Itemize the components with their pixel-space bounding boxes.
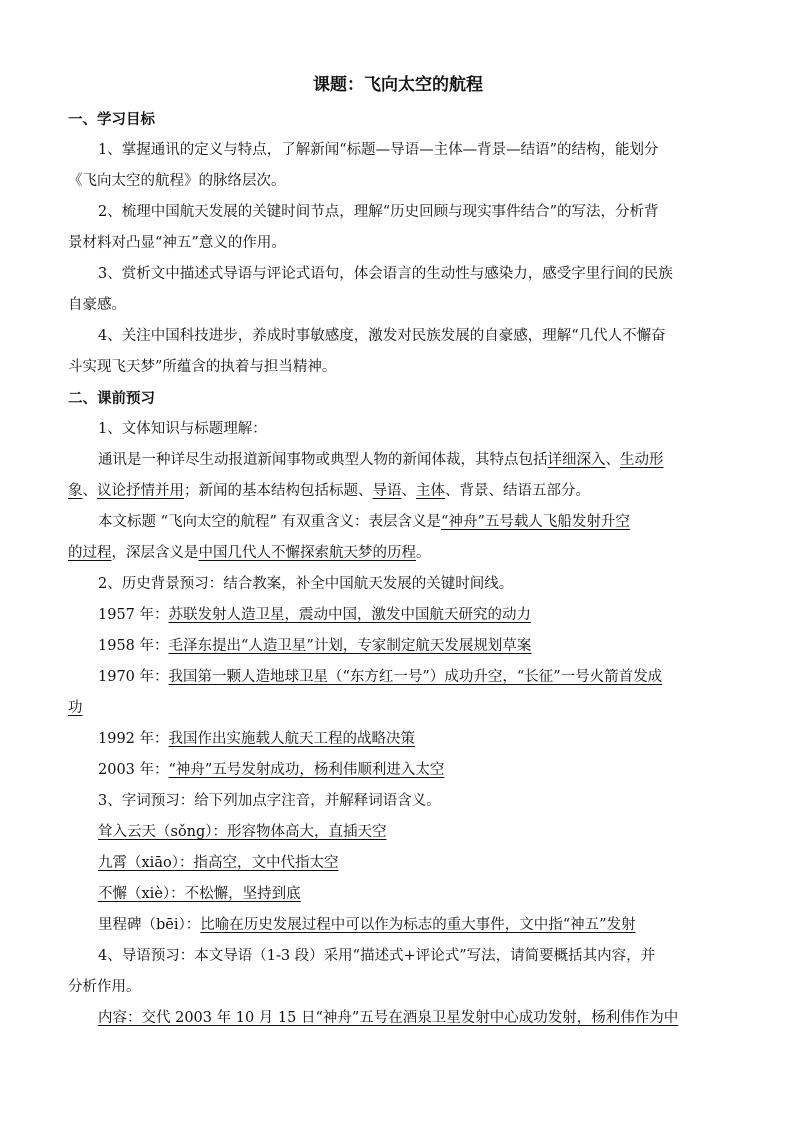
objective-1-line-1: 1、掌握通讯的定义与特点，了解新闻“标题—导语—主体—背景—结语”的结构，能划分 (98, 142, 659, 158)
answer-blank: 苏联发射人造卫星，震动中国，激发中国航天研究的动力 (168, 607, 532, 623)
answer-blank: 毛泽东提出“人造卫星”计划，专家制定航天发展规划草案 (168, 638, 532, 654)
vocab-answer: 不懈（xiè）：不松懈，坚持到底 (98, 886, 301, 902)
question-4-line-2: 分析作用。 (68, 979, 141, 995)
answer-blank: 中国几代人不懈探索航天梦的历程 (198, 545, 416, 561)
question-1: 1、文体知识与标题理解： (98, 421, 267, 437)
timeline-1992: 1992 年：我国作出实施载人航天工程的战略决策 (98, 731, 416, 747)
question-4-line-1: 4、导语预习：本文导语（1-3 段）采用“描述式+评论式”写法，请简要概括其内容，并 (98, 948, 656, 964)
answer-blank: 我国作出实施载人航天工程的战略决策 (168, 731, 416, 747)
section-heading-preview: 二、课前预习 (68, 390, 155, 407)
answer-blank: 的过程 (68, 545, 112, 561)
document-page (68, 72, 728, 1034)
answer-blank: 内容：交代 2003 年 10 月 15 日“神舟”五号在酒泉卫星发射中心成功发射，杨利伟作为中 (98, 1010, 679, 1026)
answer-blank: 详细深入 (547, 452, 606, 468)
section-heading-objectives: 一、学习目标 (68, 111, 155, 128)
question-2: 2、历史背景预习：结合教案，补全中国航天发展的关键时间线。 (98, 576, 514, 592)
objective-4-line-1: 4、关注中国科技进步，养成时事敏感度，激发对民族发展的自豪感，理解“几代人不懈奋 (98, 328, 666, 344)
vocab-answer: 九霄（xiāo）：指高空，文中代指太空 (98, 855, 339, 871)
timeline-1970: 1970 年：我国第一颗人造地球卫星（“东方红一号”）成功升空，“长征”一号火箭首发成 (98, 669, 663, 685)
genre-text-line-1: 通讯是一种详尽生动报道新闻事物或典型人物的新闻体裁，其特点包括详细深入、生动形 (98, 452, 664, 468)
timeline-1958: 1958 年：毛泽东提出“人造卫星”计划，专家制定航天发展规划草案 (98, 638, 532, 654)
vocab-answer: 比喻在历史发展过程中可以作为标志的重大事件，文中指“神五”发射 (200, 917, 636, 933)
answer-blank: 生动形 (620, 452, 664, 468)
objective-2-line-2: 景材料对凸显“神五”意义的作用。 (68, 235, 286, 251)
vocab-item: 里程碑（bēi）：比喻在历史发展过程中可以作为标志的重大事件，文中指“神五”发射 (98, 917, 636, 933)
question-3: 3、字词预习：给下列加点字注音，并解释词语含义。 (98, 793, 441, 809)
timeline-2003: 2003 年：“神舟”五号发射成功，杨利伟顺利进入太空 (98, 762, 445, 778)
objective-2-line-1: 2、梳理中国航天发展的关键时间节点，理解“历史回顾与现实事件结合”的写法，分析背 (98, 204, 659, 220)
answer-content (68, 1003, 728, 1034)
genre-text-line-2: 象、议论抒情并用；新闻的基本结构包括标题、导语、主体、背景、结语五部分。 (68, 483, 590, 499)
answer-blank: “神舟”五号发射成功，杨利伟顺利进入太空 (168, 762, 445, 778)
objective-3-line-1: 3、赏析文中描述式导语与评论式语句，体会语言的生动性与感染力，感受字里行间的民族 (98, 266, 673, 282)
page-title: 课题：飞向太空的航程 (313, 75, 483, 95)
answer-blank: 导语 (372, 483, 402, 499)
vocab-answer: 耸入云天（sǒng）：形容物体高大，直插天空 (98, 824, 387, 840)
objective-1-line-2: 《飞向太空的航程》的脉络层次。 (68, 173, 286, 189)
objective-4-line-2: 斗实现飞天梦”所蕴含的执着与担当精神。 (68, 359, 337, 375)
title-meaning-line-1: 本文标题 “飞向太空的航程” 有双重含义：表层含义是“神舟”五号载人飞船发射升空 (98, 514, 630, 530)
answer-blank: “神舟”五号载人飞船发射升空 (441, 514, 630, 530)
answer-blank: 象 (68, 483, 83, 499)
answer-blank: 功 (68, 700, 83, 716)
vocab-item (68, 817, 728, 848)
answer-blank: 主体 (416, 483, 445, 499)
timeline-1957: 1957 年：苏联发射人造卫星，震动中国，激发中国航天研究的动力 (98, 607, 532, 623)
objective-3-line-2: 自豪感。 (68, 297, 126, 313)
vocab-item (68, 879, 728, 910)
title-meaning-line-2: 的过程，深层含义是中国几代人不懈探索航天梦的历程。 (68, 545, 431, 561)
answer-blank: 议论抒情并用 (97, 483, 184, 499)
vocab-item (68, 848, 728, 879)
answer-blank: 我国第一颗人造地球卫星（“东方红一号”）成功升空，“长征”一号火箭首发成 (168, 669, 663, 685)
timeline-1970-cont (68, 693, 728, 724)
